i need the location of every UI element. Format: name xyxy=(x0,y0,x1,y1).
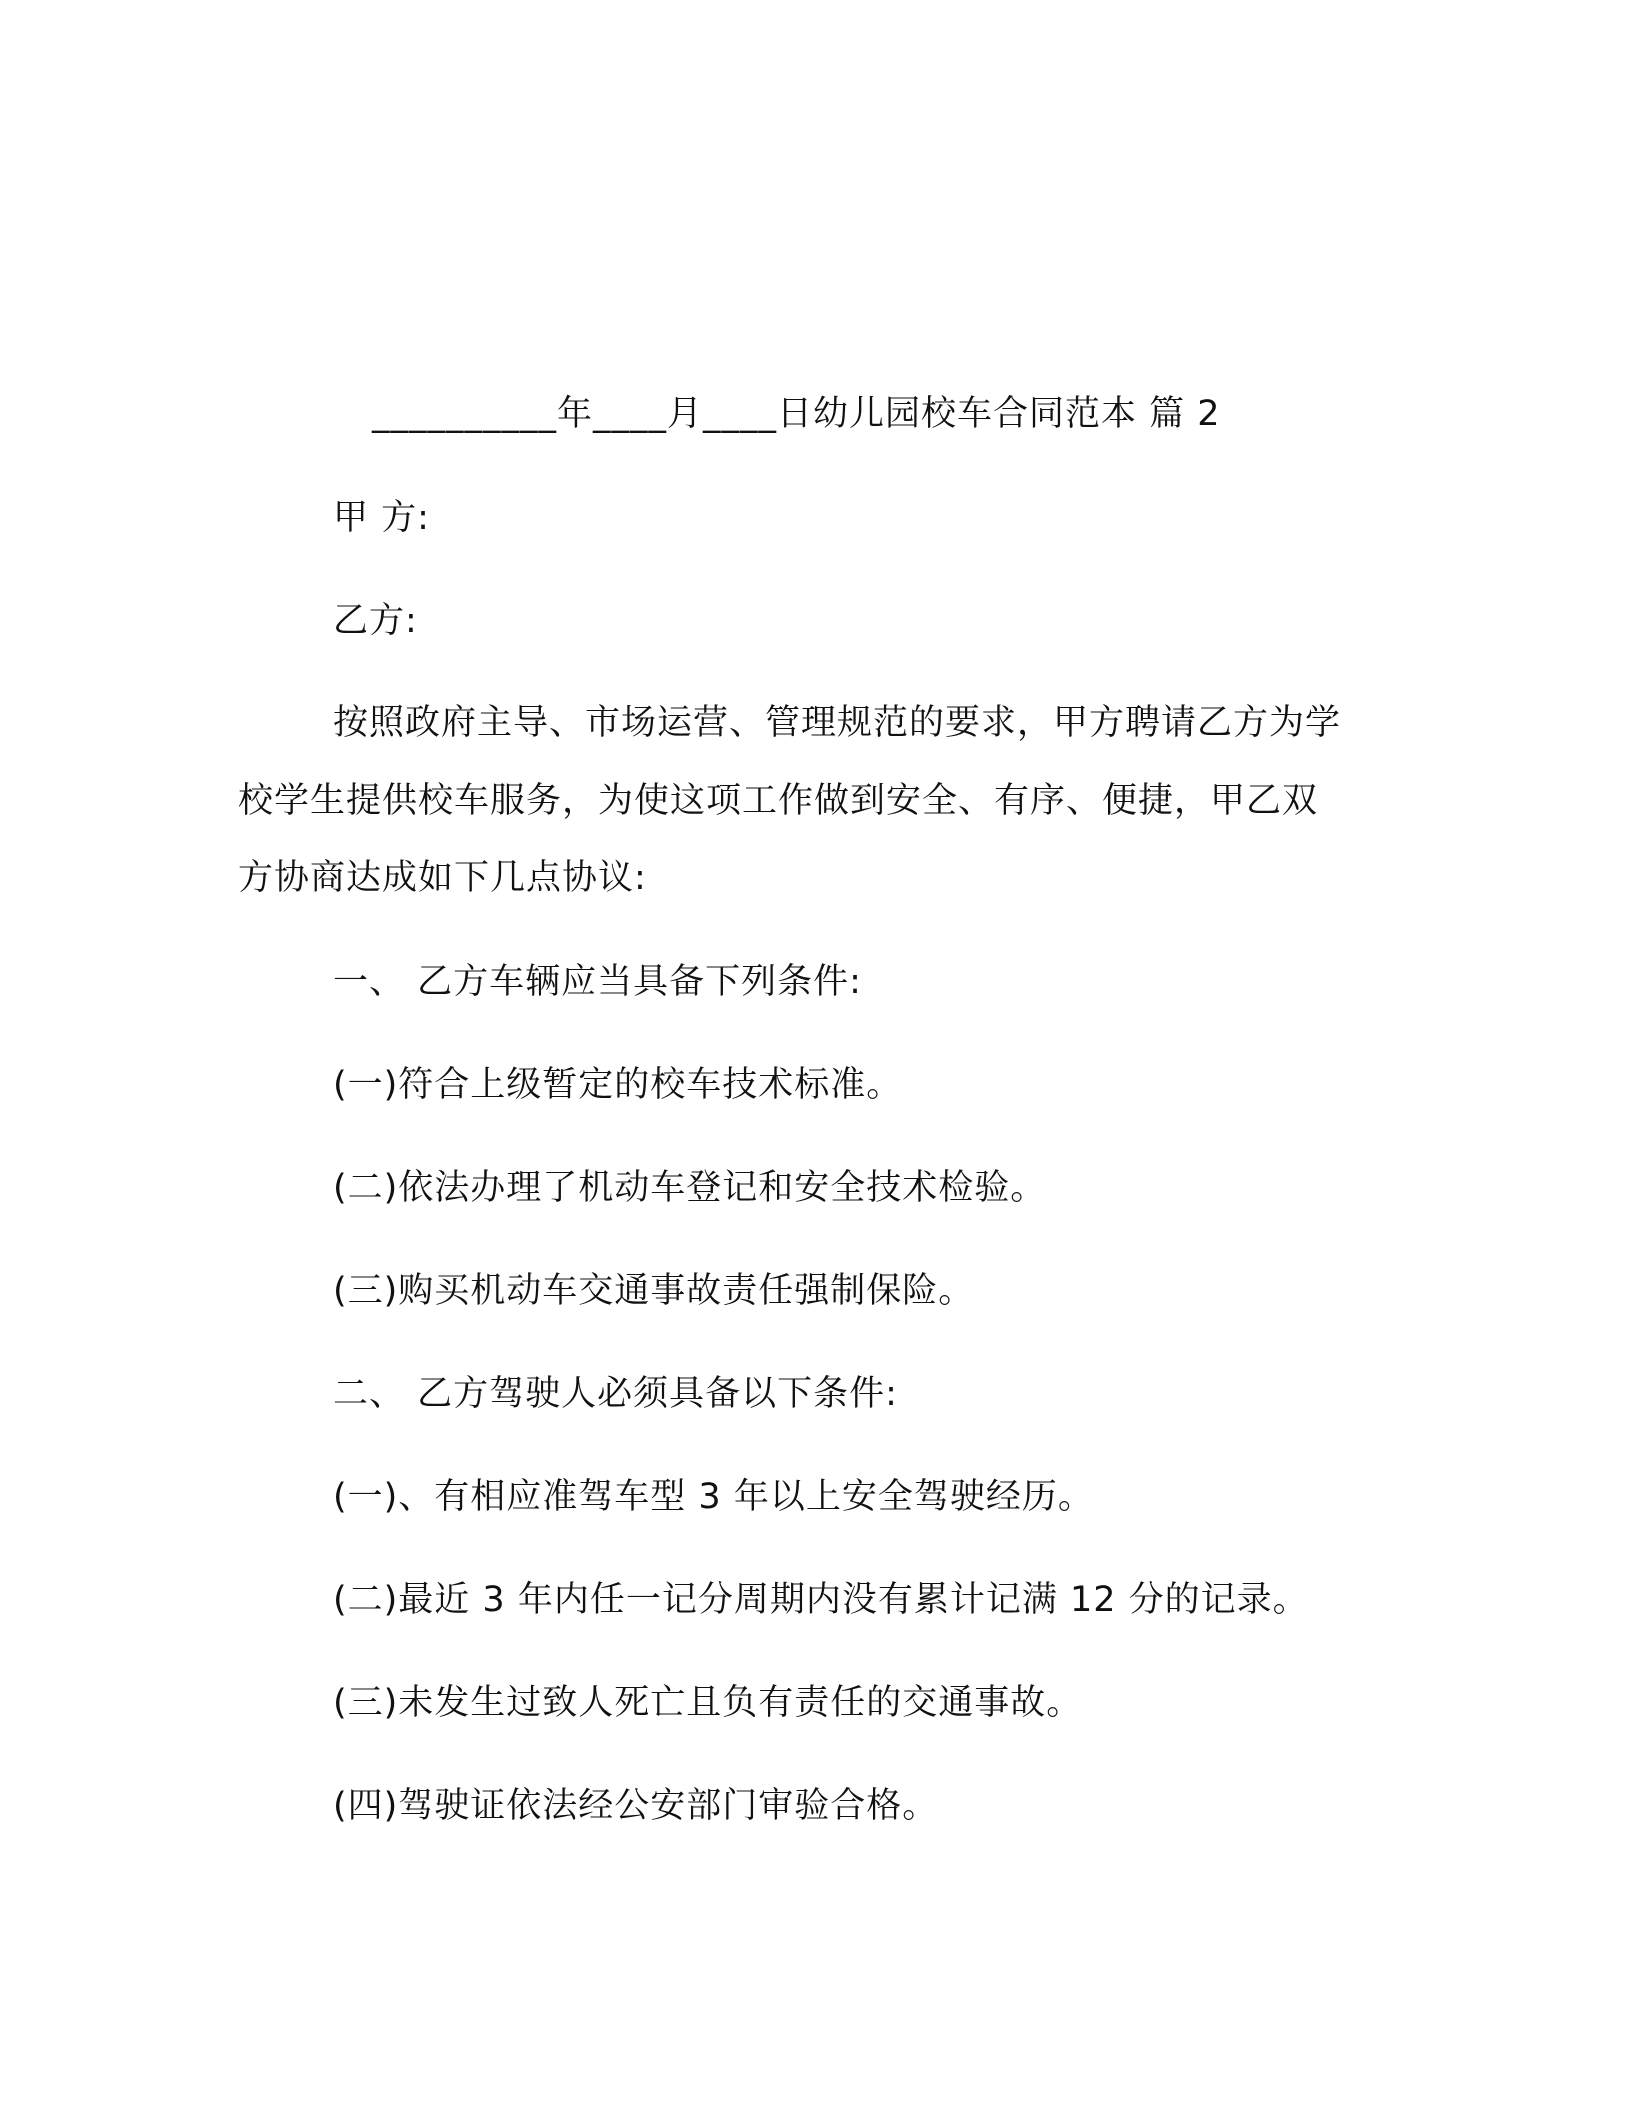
party-a-label: 甲 方: xyxy=(333,498,430,538)
party-b-label: 乙方: xyxy=(333,601,418,641)
section-2-item: (四)驾驶证依法经公安部门审验合格。 xyxy=(333,1786,939,1826)
section-1-heading: 一、 乙方车辆应当具备下列条件: xyxy=(333,962,862,1002)
section-2-item: (一)、有相应准驾车型 3 年以上安全驾驶经历。 xyxy=(333,1477,1094,1517)
section-1-item: (一)符合上级暂定的校车技术标准。 xyxy=(333,1065,903,1105)
section-1-item: (三)购买机动车交通事故责任强制保险。 xyxy=(333,1271,975,1311)
intro-line-1: 按照政府主导、市场运营、管理规范的要求，甲方聘请乙方为学 xyxy=(333,703,1342,743)
section-2-item: (三)未发生过致人死亡且负有责任的交通事故。 xyxy=(333,1683,1083,1723)
section-2-item: (二)最近 3 年内任一记分周期内没有累计记满 12 分的记录。 xyxy=(333,1580,1309,1620)
section-2-heading: 二、 乙方驾驶人必须具备以下条件: xyxy=(333,1374,898,1414)
document-title: __________年____月____日幼儿园校车合同范本 篇 2 xyxy=(372,394,1221,434)
intro-line-3: 方协商达成如下几点协议: xyxy=(238,858,647,898)
intro-line-2: 校学生提供校车服务，为使这项工作做到安全、有序、便捷，甲乙双 xyxy=(238,781,1319,821)
section-1-item: (二)依法办理了机动车登记和安全技术检验。 xyxy=(333,1168,1047,1208)
